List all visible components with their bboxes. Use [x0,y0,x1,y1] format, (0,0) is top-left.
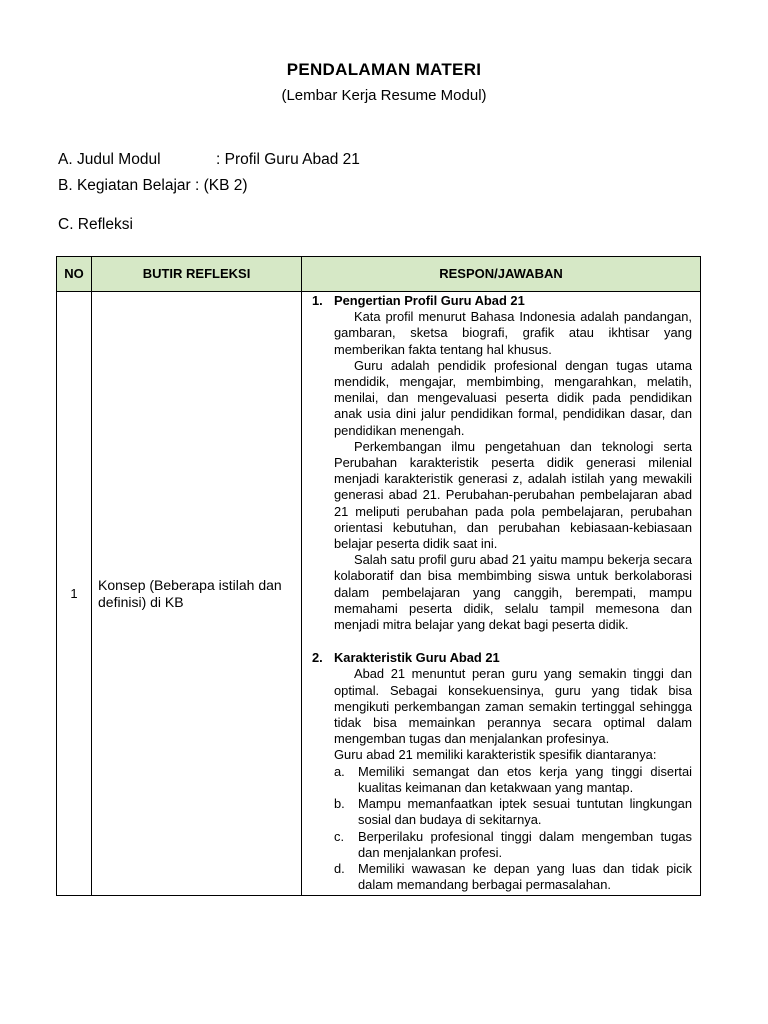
page-subtitle: (Lembar Kerja Resume Modul) [281,87,487,104]
section-1-title: Pengertian Profil Guru Abad 21 [334,293,525,308]
section-1-paragraph: Guru adalah pendidik profesional dengan tugas utama mendidik, mengajar, membimbing, mengarahkan, melatih, menilai, dan mengevaluasi peserta didik pada pendidikan anak usia dini jalur pendidikan formal, pendidikan dasar, dan pendidikan menengah. [334,357,692,438]
section-2-intro: Guru abad 21 memiliki karakteristik spesifik diantaranya: [334,747,657,763]
list-item-letter: c. [334,828,345,844]
table-row [57,292,701,896]
refleksi-table [56,256,701,896]
section-1-number: 1. [312,293,323,308]
page-title: PENDALAMAN MATERI [286,60,482,79]
row-respon [302,292,701,896]
section-karakteristik [312,650,692,893]
header-no: NO [57,257,92,292]
refleksi-heading: C. Refleksi [58,216,133,233]
list-item-text: Mampu memanfaatkan iptek sesuai tuntutan lingkungan sosial dan budaya di sekitarnya. [358,796,692,828]
list-item [334,796,692,828]
section-1-paragraph: Kata profil menurut Bahasa Indonesia adalah pandangan, gambaran, sketsa biografi, grafik atau ikhtisar yang memberikan fakta tentang hal khusus. [334,309,692,357]
section-1-paragraph: Salah satu profil guru abad 21 yaitu mampu bekerja secara kolaboratif dan bisa membimbing siswa untuk berkolaborasi dalam pembelajaran yang canggih, berempati, mampu memahami peserta didik, selalu tampil memesona dan menjadi mitra belajar yang dekat bagi peserta didik. [334,552,692,633]
judul-modul-value: : Profil Guru Abad 21 [216,151,360,168]
list-item-letter: a. [334,763,345,779]
row-number: 1 [57,292,92,896]
section-2-paragraph: Abad 21 menuntut peran guru yang semakin tinggi dan optimal. Sebagai konsekuensinya, guru yang tidak bisa mengikuti perkembangan zaman semakin tertinggal sehingga tidak bisa memainkan perannya secara optimal dalam mengemban tugas dan menjalankan profesinya. [334,666,692,747]
list-item-letter: b. [334,796,345,812]
list-item [334,829,692,861]
list-item [334,764,692,796]
list-item-letter: d. [334,860,345,876]
section-2-title: Karakteristik Guru Abad 21 [334,650,500,666]
table-header-row [57,257,701,292]
list-item [334,861,692,893]
section-2-number: 2. [312,650,323,666]
row-butir-refleksi: Konsep (Beberapa istilah dan definisi) di KB [92,292,302,896]
judul-modul-label: A. Judul Modul [58,151,161,168]
kegiatan-belajar-label: B. Kegiatan Belajar [58,177,191,194]
list-item-text: Berperilaku profesional tinggi dalam mengemban tugas dan menjalankan profesi. [358,828,692,860]
header-butir-refleksi: BUTIR REFLEKSI [92,257,302,292]
list-item-text: Memiliki semangat dan etos kerja yang tinggi disertai kualitas keimanan dan ketakwaan yang mantap. [358,763,692,795]
judul-modul-row [58,151,360,169]
kegiatan-belajar-value: : (KB 2) [195,177,248,194]
section-pengertian [312,293,692,633]
header-respon-jawaban: RESPON/JAWABAN [302,257,701,292]
kegiatan-belajar-row [58,177,248,195]
list-item-text: Memiliki wawasan ke depan yang luas dan tidak picik dalam memandang berbagai permasalahan. [358,860,692,893]
section-1-paragraph: Perkembangan ilmu pengetahuan dan teknologi serta Perubahan karakteristik peserta didik generasi milenial menjadi karakteristik generasi z, adalah istilah yang mewakili generasi abad 21. Perubahan-perubahan pembelajaran abad 21 meliputi perubahan pada pola pembelajaran, perubahan orientasi kebutuhan, dan perubahan kebiasaan-kebiasaan belajar peserta didik saat ini. [334,438,692,552]
